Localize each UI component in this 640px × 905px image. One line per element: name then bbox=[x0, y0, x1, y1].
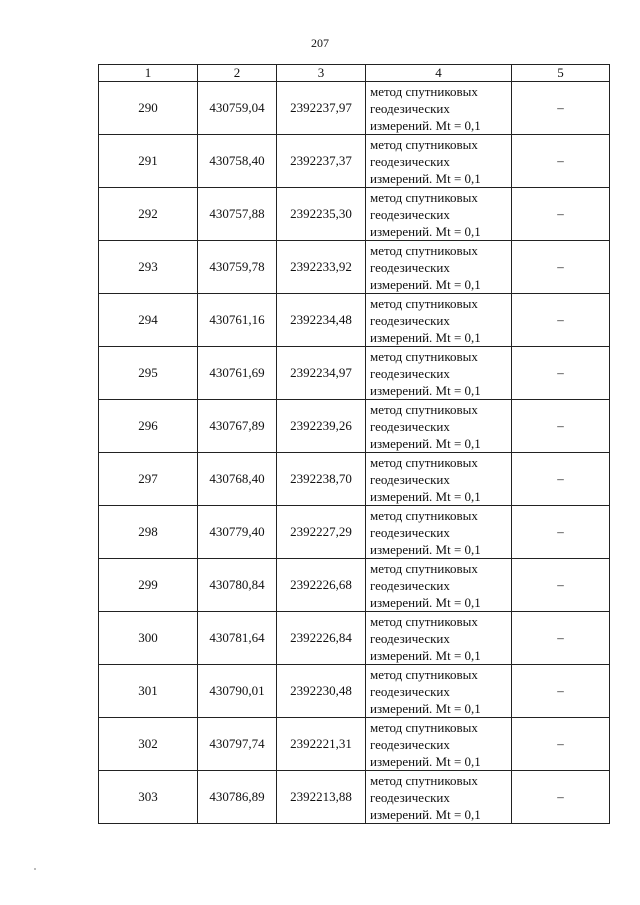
method-cell bbox=[366, 559, 512, 612]
method-cell bbox=[366, 612, 512, 665]
method-cell bbox=[366, 453, 512, 506]
method-line: измерений. Mt = 0,1 bbox=[370, 647, 481, 663]
method-line: измерений. Mt = 0,1 bbox=[370, 170, 481, 186]
scan-speck bbox=[34, 868, 36, 870]
method-line: геодезических bbox=[370, 471, 450, 487]
page-number: 207 bbox=[311, 36, 329, 50]
table-row bbox=[99, 506, 610, 559]
coordinates-table bbox=[98, 64, 610, 824]
x-coordinate-cell: 430786,89 bbox=[198, 771, 277, 824]
table-row bbox=[99, 82, 610, 135]
point-number-cell: 300 bbox=[99, 612, 198, 665]
method-line: метод спутниковых bbox=[370, 507, 478, 523]
method-line: измерений. Mt = 0,1 bbox=[370, 594, 481, 610]
x-coordinate-cell: 430790,01 bbox=[198, 665, 277, 718]
column-5-cell: – bbox=[512, 771, 610, 824]
method-line: геодезических bbox=[370, 736, 450, 752]
method-line: измерений. Mt = 0,1 bbox=[370, 276, 481, 292]
method-line: геодезических bbox=[370, 524, 450, 540]
y-coordinate-cell: 2392238,70 bbox=[277, 453, 366, 506]
y-coordinate-cell: 2392233,92 bbox=[277, 241, 366, 294]
method-cell bbox=[366, 82, 512, 135]
table-row bbox=[99, 718, 610, 771]
table-row bbox=[99, 665, 610, 718]
method-line: измерений. Mt = 0,1 bbox=[370, 382, 481, 398]
method-line: геодезических bbox=[370, 312, 450, 328]
method-line: геодезических bbox=[370, 206, 450, 222]
column-5-cell: – bbox=[512, 241, 610, 294]
x-coordinate-cell: 430759,78 bbox=[198, 241, 277, 294]
column-5-cell: – bbox=[512, 506, 610, 559]
method-cell bbox=[366, 294, 512, 347]
y-coordinate-cell: 2392234,97 bbox=[277, 347, 366, 400]
column-5-cell: – bbox=[512, 400, 610, 453]
header-col-4: 4 bbox=[366, 65, 512, 82]
x-coordinate-cell: 430759,04 bbox=[198, 82, 277, 135]
method-line: измерений. Mt = 0,1 bbox=[370, 488, 481, 504]
table-row bbox=[99, 400, 610, 453]
method-line: метод спутниковых bbox=[370, 189, 478, 205]
method-line: измерений. Mt = 0,1 bbox=[370, 753, 481, 769]
y-coordinate-cell: 2392227,29 bbox=[277, 506, 366, 559]
method-line: измерений. Mt = 0,1 bbox=[370, 223, 481, 239]
column-5-cell: – bbox=[512, 347, 610, 400]
method-cell bbox=[366, 718, 512, 771]
method-line: измерений. Mt = 0,1 bbox=[370, 541, 481, 557]
column-5-cell: – bbox=[512, 718, 610, 771]
table-row bbox=[99, 135, 610, 188]
table-row bbox=[99, 347, 610, 400]
table-row bbox=[99, 188, 610, 241]
point-number-cell: 295 bbox=[99, 347, 198, 400]
method-line: измерений. Mt = 0,1 bbox=[370, 117, 481, 133]
x-coordinate-cell: 430758,40 bbox=[198, 135, 277, 188]
x-coordinate-cell: 430781,64 bbox=[198, 612, 277, 665]
table-body bbox=[99, 82, 610, 824]
method-line: геодезических bbox=[370, 418, 450, 434]
method-line: метод спутниковых bbox=[370, 772, 478, 788]
column-5-cell: – bbox=[512, 612, 610, 665]
point-number-cell: 297 bbox=[99, 453, 198, 506]
header-col-5: 5 bbox=[512, 65, 610, 82]
header-col-2: 2 bbox=[198, 65, 277, 82]
y-coordinate-cell: 2392213,88 bbox=[277, 771, 366, 824]
point-number-cell: 299 bbox=[99, 559, 198, 612]
method-line: геодезических bbox=[370, 365, 450, 381]
y-coordinate-cell: 2392226,68 bbox=[277, 559, 366, 612]
method-line: измерений. Mt = 0,1 bbox=[370, 700, 481, 716]
column-5-cell: – bbox=[512, 188, 610, 241]
method-cell bbox=[366, 506, 512, 559]
method-cell bbox=[366, 241, 512, 294]
method-line: геодезических bbox=[370, 789, 450, 805]
method-cell bbox=[366, 188, 512, 241]
method-line: метод спутниковых bbox=[370, 454, 478, 470]
point-number-cell: 290 bbox=[99, 82, 198, 135]
y-coordinate-cell: 2392237,97 bbox=[277, 82, 366, 135]
method-line: геодезических bbox=[370, 153, 450, 169]
x-coordinate-cell: 430761,16 bbox=[198, 294, 277, 347]
column-5-cell: – bbox=[512, 82, 610, 135]
method-line: геодезических bbox=[370, 100, 450, 116]
point-number-cell: 301 bbox=[99, 665, 198, 718]
x-coordinate-cell: 430797,74 bbox=[198, 718, 277, 771]
y-coordinate-cell: 2392230,48 bbox=[277, 665, 366, 718]
method-cell bbox=[366, 400, 512, 453]
method-cell bbox=[366, 665, 512, 718]
header-col-1: 1 bbox=[99, 65, 198, 82]
method-line: измерений. Mt = 0,1 bbox=[370, 435, 481, 451]
point-number-cell: 292 bbox=[99, 188, 198, 241]
table-row bbox=[99, 294, 610, 347]
method-line: геодезических bbox=[370, 630, 450, 646]
column-5-cell: – bbox=[512, 453, 610, 506]
header-row bbox=[99, 65, 610, 82]
method-cell bbox=[366, 347, 512, 400]
table-row bbox=[99, 241, 610, 294]
table-row bbox=[99, 612, 610, 665]
method-line: геодезических bbox=[370, 683, 450, 699]
method-cell bbox=[366, 135, 512, 188]
x-coordinate-cell: 430779,40 bbox=[198, 506, 277, 559]
method-line: метод спутниковых bbox=[370, 295, 478, 311]
x-coordinate-cell: 430757,88 bbox=[198, 188, 277, 241]
method-line: геодезических bbox=[370, 259, 450, 275]
x-coordinate-cell: 430768,40 bbox=[198, 453, 277, 506]
y-coordinate-cell: 2392226,84 bbox=[277, 612, 366, 665]
point-number-cell: 296 bbox=[99, 400, 198, 453]
method-line: метод спутниковых bbox=[370, 560, 478, 576]
header-col-3: 3 bbox=[277, 65, 366, 82]
table-row bbox=[99, 559, 610, 612]
method-line: метод спутниковых bbox=[370, 348, 478, 364]
point-number-cell: 298 bbox=[99, 506, 198, 559]
x-coordinate-cell: 430767,89 bbox=[198, 400, 277, 453]
column-5-cell: – bbox=[512, 665, 610, 718]
point-number-cell: 303 bbox=[99, 771, 198, 824]
y-coordinate-cell: 2392221,31 bbox=[277, 718, 366, 771]
method-line: метод спутниковых bbox=[370, 83, 478, 99]
column-5-cell: – bbox=[512, 135, 610, 188]
x-coordinate-cell: 430780,84 bbox=[198, 559, 277, 612]
table-row bbox=[99, 771, 610, 824]
method-line: метод спутниковых bbox=[370, 719, 478, 735]
method-line: геодезических bbox=[370, 577, 450, 593]
method-line: измерений. Mt = 0,1 bbox=[370, 329, 481, 345]
y-coordinate-cell: 2392237,37 bbox=[277, 135, 366, 188]
method-line: измерений. Mt = 0,1 bbox=[370, 806, 481, 822]
y-coordinate-cell: 2392235,30 bbox=[277, 188, 366, 241]
method-line: метод спутниковых bbox=[370, 136, 478, 152]
method-line: метод спутниковых bbox=[370, 401, 478, 417]
y-coordinate-cell: 2392234,48 bbox=[277, 294, 366, 347]
method-line: метод спутниковых bbox=[370, 666, 478, 682]
x-coordinate-cell: 430761,69 bbox=[198, 347, 277, 400]
point-number-cell: 293 bbox=[99, 241, 198, 294]
point-number-cell: 294 bbox=[99, 294, 198, 347]
table-row bbox=[99, 453, 610, 506]
y-coordinate-cell: 2392239,26 bbox=[277, 400, 366, 453]
method-line: метод спутниковых bbox=[370, 613, 478, 629]
point-number-cell: 291 bbox=[99, 135, 198, 188]
column-5-cell: – bbox=[512, 294, 610, 347]
point-number-cell: 302 bbox=[99, 718, 198, 771]
method-line: метод спутниковых bbox=[370, 242, 478, 258]
column-5-cell: – bbox=[512, 559, 610, 612]
method-cell bbox=[366, 771, 512, 824]
